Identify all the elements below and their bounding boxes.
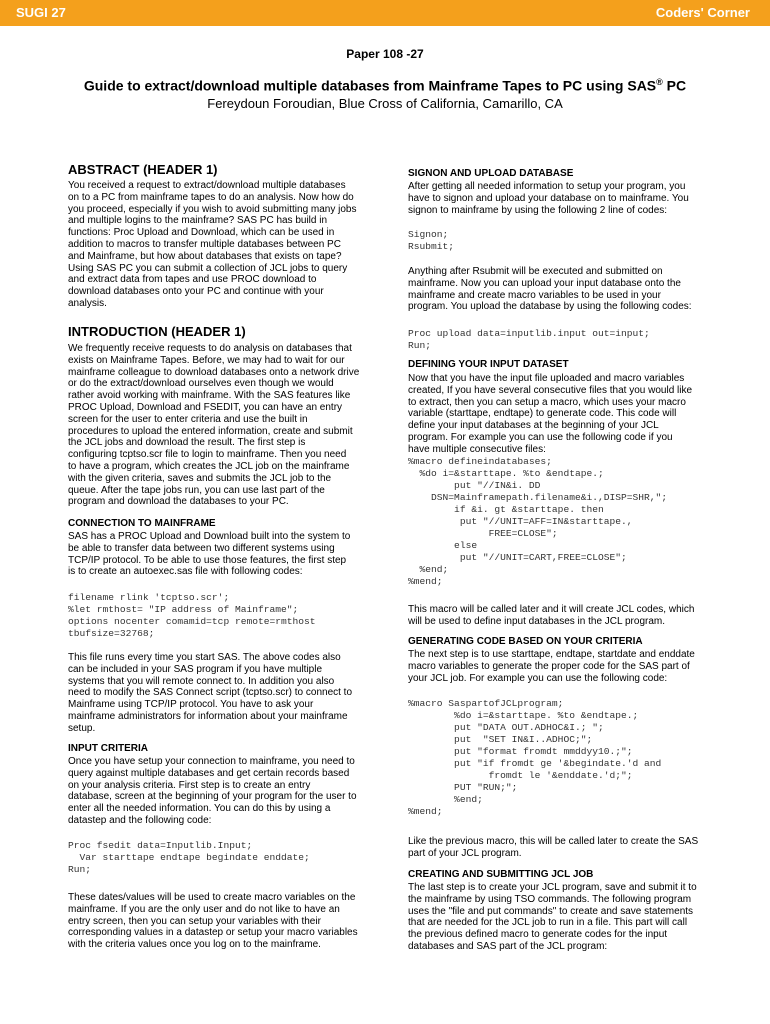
- upload-code: Proc upload data=inputlib.input out=input; Run;: [408, 328, 650, 351]
- generating-code: %macro SaspartofJCLprogram; %do i=&starttape. %to &endtape.; put "DATA OUT.ADHOC&I.; "; put "SET IN&I..ADHOC;"; put "format fromdt mmddyy10.;"; put "if fromdt ge '&begindate.'d and fromdt le '&enddate.'d;"; PUT "RUN;"; %end; %mend;: [408, 698, 662, 817]
- section-label: Coders' Corner: [655, 5, 750, 20]
- generating-text: The next step is to use starttape, endtape, startdate and enddate macro variables to generate the proper code for the SAS part of your JCL job. For example you can use the following code:: [408, 649, 695, 684]
- defining-heading: DEFINING YOUR INPUT DATASET: [408, 359, 569, 370]
- connection-text-2: This file runs every time you start SAS. The above codes also can be included in your SAS program if you have multiple systems that you will remote connect to. In addition you also need to modify the SAS Connect script (tcptso.scr) to connect to Mainframe using TCP/IP protocol. You have to ask your mainframe administrators for information about your mainframe setup.: [68, 652, 353, 734]
- registered-mark: ®: [656, 77, 663, 87]
- signon-text: After getting all needed information to setup your program, you have to signon and upload your database on to mainframe. You signon to mainframe by using the following 2 line of codes:: [408, 181, 689, 216]
- defining-code: %macro defineindatabases; %do i=&starttape. %to &endtape.; put "//IN&i. DD DSN=Mainframepath.filename&i.,DISP=SHR,"; if &i. gt &starttape. then put "//UNIT=AFF=IN&starttape., FREE=CLOSE"; else put "//UNIT=CART,FREE=CLOSE"; %end; %mend;: [408, 456, 668, 587]
- connection-text: SAS has a PROC Upload and Download built into the system to be able to transfer data between two different systems using TCP/IP protocol. To be able to use those features, the first step is to create an autoexec.sas file with following codes:: [68, 531, 351, 578]
- signon-text-2: Anything after Rsubmit will be executed and submitted on mainframe. Now you can upload your input database onto the mainframe and create macro variables to be used in your program. You upload the database by using the following codes:: [408, 266, 692, 313]
- intro-heading: INTRODUCTION (HEADER 1): [68, 324, 246, 339]
- defining-text-2: This macro will be called later and it will create JCL codes, which will be used to define input databases in the JCL program.: [408, 604, 695, 627]
- generating-text-2: Like the previous macro, this will be called later to create the SAS part of your JCL program.: [408, 836, 699, 859]
- creating-text: The last step is to create your JCL program, save and submit it to the mainframe by using TSO commands. The following program uses the "file and put commands" to create and save statements that are needed for the JCL job to run in a file. This part will call the previous defined macro to generate codes for the input databases and SAS part of the JCL program:: [408, 882, 697, 952]
- input-criteria-code: Proc fsedit data=Inputlib.Input; Var starttape endtape begindate enddate; Run;: [68, 840, 310, 875]
- connection-code: filename rlink 'tcptso.scr'; %let rmthost= "IP address of Mainframe"; options nocenter comamid=tcp remote=rmthost tbufsize=32768;: [68, 592, 316, 639]
- header-bar: [0, 0, 770, 26]
- title-suffix: PC: [662, 77, 687, 94]
- connection-heading: CONNECTION TO MAINFRAME: [68, 518, 216, 529]
- signon-heading: SIGNON AND UPLOAD DATABASE: [408, 168, 574, 179]
- creating-heading: CREATING AND SUBMITTING JCL JOB: [408, 869, 594, 880]
- conference-label: SUGI 27: [16, 5, 66, 20]
- abstract-heading: ABSTRACT (HEADER 1): [68, 162, 218, 177]
- author-line: Fereydoun Foroudian, Blue Cross of California, Camarillo, CA: [207, 96, 563, 111]
- paper-title: [0, 77, 770, 94]
- paper-number: Paper 108 -27: [346, 47, 424, 61]
- input-criteria-text-2: These dates/values will be used to create macro variables on the mainframe. If you are the only user and do not like to have an entry screen, then you can setup your variables with their corresponding values in a datastep or setup your macro variables with the criteria values once you log on to the mainframe.: [68, 892, 358, 951]
- signon-code: Signon; Rsubmit;: [408, 229, 455, 252]
- generating-heading: GENERATING CODE BASED ON YOUR CRITERIA: [408, 636, 643, 647]
- title-text: Guide to extract/download multiple databases from Mainframe Tapes to PC using SAS: [83, 77, 657, 94]
- input-criteria-text: Once you have setup your connection to mainframe, you need to query against multiple databases and get certain records based on your analysis criteria. First step is to create an entry database, screen at the beginning of your program for the user to enter all the needed information. You can do this by using a datastep and the following code:: [68, 756, 357, 826]
- intro-text: We frequently receive requests to do analysis on databases that exists on Mainframe Tapes. Before, we may had to wait for our mainframe colleague to download databases onto a network drive or do the extract/download ourselves even though we would rather avoid working with mainframe. With the SAS features like PROC Upload, Download and FSEDIT, you can have an entry screen for the user to enter criteria and use the built in procedures to upload the entered information, create and submit the JCL jobs and download the result. The first step is configuring tcptso.scr file to login to mainframe. Then you need to have a program, which creates the JCL job on the mainframe with the given criteria, saves and submits the JCL job to the queue. After the tape jobs run, you can use last part of the program and download the databases to your PC.: [68, 343, 360, 508]
- defining-text: Now that you have the input file uploaded and macro variables created, If you have several consecutive files that you would like to extract, then you can setup a macro, which uses your macro variable (starttape, endtape) to generate code. This code will define your input databases at the beginning of your JCL program. For example you can use the following code if you have multiple consecutive files:: [408, 373, 693, 455]
- abstract-text: You received a request to extract/download multiple databases on to a PC from mainframe tapes to do an analysis. Now how do you proceed, especially if you wish to avoid submitting many jobs and multiple logins to the mainframe? SAS PC has build in functions: Proc Upload and Download, which can be used in addition to macros to transfer multiple databases between PC and Mainframe, but how about databases that exists on tape? Using SAS PC you can submit a collection of JCL jobs to query and extract data from tapes and use PROC download to download databases onto your PC and continue with your analysis.: [68, 180, 357, 309]
- input-criteria-heading: INPUT CRITERIA: [68, 743, 148, 754]
